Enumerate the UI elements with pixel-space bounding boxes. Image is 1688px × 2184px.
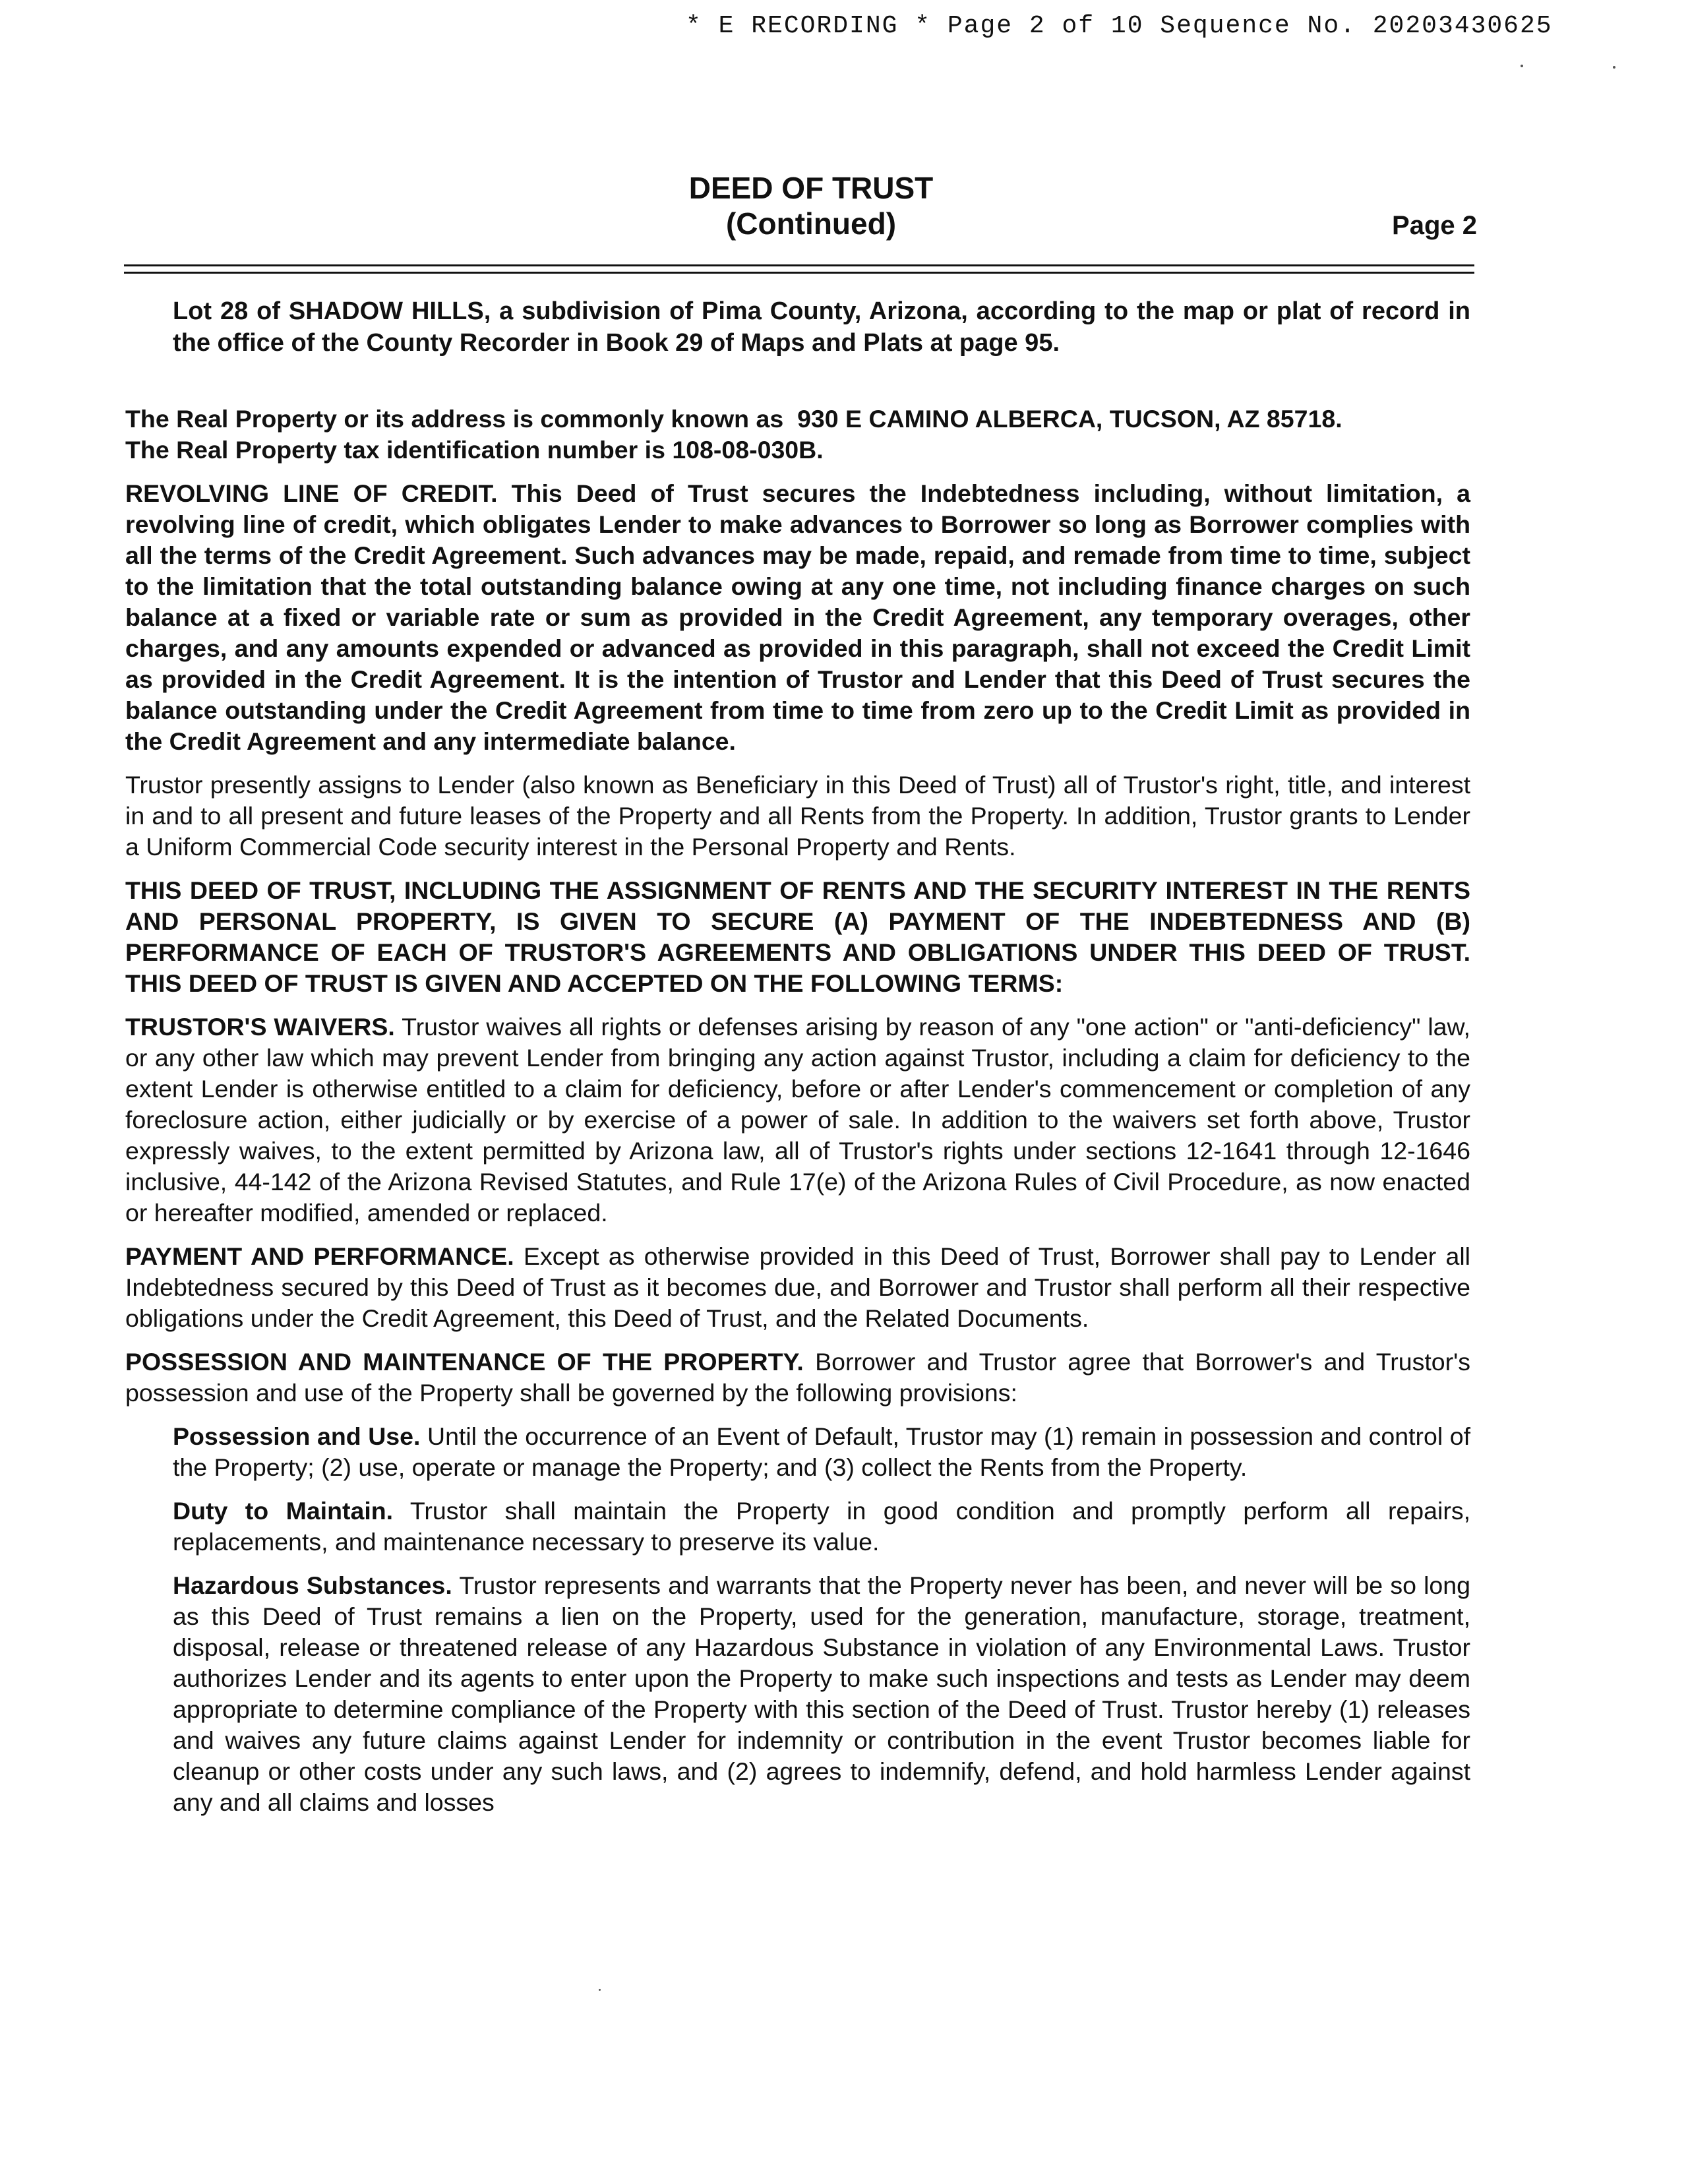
scan-speck <box>1613 66 1615 69</box>
payment-heading: PAYMENT AND PERFORMANCE. <box>125 1242 514 1270</box>
address-prefix: The Real Property or its address is commonly known as <box>125 405 784 433</box>
address-line <box>125 404 1470 435</box>
scan-speck <box>599 1989 601 1991</box>
possession-heading: POSSESSION AND MAINTENANCE OF THE PROPERTY. <box>125 1348 804 1376</box>
duty-maintain-text: Trustor shall maintain the Property in good condition and promptly perform all repairs, replacements, and maintenance necessary to preserve its value. <box>173 1497 1470 1556</box>
scan-speck <box>1521 65 1523 67</box>
hazardous-text: Trustor represents and warrants that the Property never has been, and never will be so long as this Deed of Trust remains a lien on the Property, used for the generation, manufacture, storage, treatment, disposal, release or threatened release of any Hazardous Substance in violation of any Environmental Laws. Trustor authorizes Lender and its agents to enter upon the Property to make such inspections and tests as Lender may deem appropriate to determine compliance of the Property with this section of the Deed of Trust. Trustor hereby (1) releases and waives any future claims against Lender for indemnity or contribution in the event Trustor becomes liable for cleanup or other costs under any such laws, and (2) agrees to indemnify, defend, and hold harmless Lender against any and all claims and losses <box>173 1571 1471 1816</box>
waivers-text: Trustor waives all rights or defenses arising by reason of any "one action" or "anti-deficiency" law, or any other law which may prevent Lender from bringing any action against Trustor, including a claim for deficiency to the extent Lender is otherwise entitled to a claim for deficiency, before or after Lender's commencement or completion of any foreclosure action, either judicially or by exercise of a power of sale. In addition to the waivers set forth above, Trustor expressly waives, to the extent permitted by Arizona law, all of Trustor's rights under sections 12-1641 through 12-1646 inclusive, 44-142 of the Arizona Revised Statutes, and Rule 17(e) of the Arizona Rules of Civil Procedure, as now enacted or hereafter modified, amended or replaced. <box>125 1013 1470 1227</box>
tax-prefix: The Real Property tax identification number is <box>125 436 665 464</box>
possession-section <box>125 1347 1470 1409</box>
page-number-label: Page 2 <box>1392 211 1477 240</box>
revolving-text-b: It is the intention of Trustor and Lender that this Deed of Trust secures the balance outstanding under the Credit Agreement from time to time from zero up to the Credit Limit as provided in the Credit Agreement and any intermediate balance. <box>125 665 1470 755</box>
revolving-text-a: This Deed of Trust secures the Indebtedness including, without limitation, a revolving line of credit, which obligates Lender to make advances to Borrower so long as Borrower complies with all the terms of the Credit Agreement. Such advances may be made, repaid, and remade from time to time, subject to the limitation that the total outstanding balance owing at any one time, not including finance charges on such balance at a fixed or variable rate or sum as provided in the Credit Agreement, any temporary overages, other charges, and any amounts expended or advanced as provided in this paragraph, shall not exceed the Credit Limit as provided in the Credit Agreement. <box>125 479 1470 693</box>
legal-description: Lot 28 of SHADOW HILLS, a subdivision of Pima County, Arizona, according to the map or plat of record in the office of the County Recorder in Book 29 of Maps and Plats at page 95. <box>173 297 1470 357</box>
header-rule-bottom <box>124 272 1474 274</box>
possession-use-subsection <box>173 1421 1470 1483</box>
assignment-paragraph: Trustor presently assigns to Lender (also known as Beneficiary in this Deed of Trust) all of Trustor's right, title, and interest in and to all present and future leases of the Property and all Rents from the Property. In addition, Trustor grants to Lender a Uniform Commercial Code security interest in the Personal Property and Rents. <box>125 771 1470 861</box>
title-line1: DEED OF TRUST <box>688 171 934 205</box>
title-line2: (Continued) <box>725 206 897 241</box>
waivers-heading: TRUSTOR'S WAIVERS. <box>125 1013 395 1041</box>
duty-maintain-subsection <box>173 1496 1470 1558</box>
payment-text: Except as otherwise provided in this Deed of Trust, Borrower shall pay to Lender all Indebtedness secured by this Deed of Trust as it becomes due, and Borrower and Trustor shall perform all their respective obligations under the Credit Agreement, this Deed of Trust, and the Related Documents. <box>125 1242 1471 1332</box>
possession-use-text: Until the occurrence of an Event of Default, Trustor may (1) remain in possession and control of the Property; (2) use, operate or manage the Property; and (3) collect the Rents from the Property. <box>173 1422 1471 1481</box>
document-title <box>580 170 1042 241</box>
document-body <box>125 404 1470 1831</box>
header-rule-top <box>124 264 1474 266</box>
possession-use-heading: Possession and Use. <box>173 1422 421 1450</box>
hazardous-heading: Hazardous Substances. <box>173 1571 452 1599</box>
tax-id-line <box>125 435 1470 466</box>
revolving-heading: REVOLVING LINE OF CREDIT. <box>125 479 498 507</box>
possession-text: Borrower and Trustor agree that Borrower's and Trustor's possession and use of the Property shall be governed by the following provisions: <box>125 1348 1471 1407</box>
property-address: 930 E CAMINO ALBERCA, TUCSON, AZ 85718. <box>797 405 1342 433</box>
caps-notice: THIS DEED OF TRUST, INCLUDING THE ASSIGNMENT OF RENTS AND THE SECURITY INTEREST IN THE RENTS AND PERSONAL PROPERTY, IS GIVEN TO SECURE (A) PAYMENT OF THE INDEBTEDNESS AND (B) PERFORMANCE OF EACH OF TRUSTOR'S AGREEMENTS AND OBLIGATIONS UNDER THIS DEED OF TRUST. THIS DEED OF TRUST IS GIVEN AND ACCEPTED ON THE FOLLOWING TERMS: <box>125 876 1470 997</box>
payment-section <box>125 1241 1470 1334</box>
recording-stamp: * E RECORDING * Page 2 of 10 Sequence No. 20203430625 <box>686 12 1553 40</box>
revolving-credit-section <box>125 478 1470 757</box>
tax-id: 108-08-030B. <box>672 436 824 464</box>
hazardous-substances-subsection <box>173 1570 1470 1818</box>
duty-maintain-heading: Duty to Maintain. <box>173 1497 394 1525</box>
waivers-section <box>125 1012 1470 1228</box>
